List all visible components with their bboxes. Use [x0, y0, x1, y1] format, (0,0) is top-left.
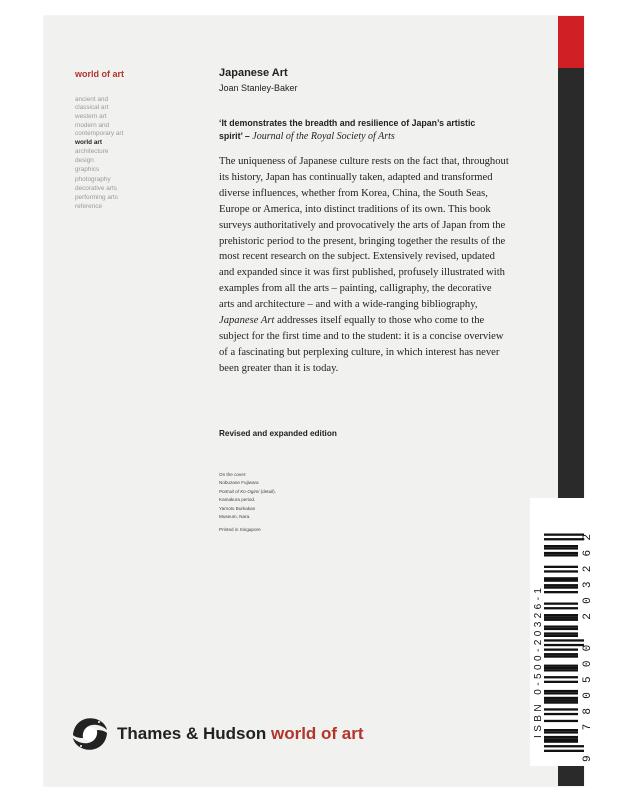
- barcode-bar: [544, 616, 578, 618]
- barcode-bar: [544, 570, 578, 572]
- subject-item: western art: [75, 112, 107, 120]
- barcode-bar: [544, 538, 584, 540]
- barcode-bar: [544, 619, 578, 621]
- subject-item: design: [75, 157, 94, 165]
- credits-collection-2: Museum, Nara.: [219, 514, 251, 520]
- isbn-label: ISBN 0-500-20326-1: [533, 588, 544, 738]
- barcode-bar: [544, 736, 578, 738]
- barcode-bar: [544, 653, 578, 655]
- barcode-bar: [544, 547, 578, 549]
- credits-work: [219, 488, 276, 496]
- subject-item: performing arts: [75, 193, 118, 201]
- barcode-group: [530, 498, 596, 766]
- barcode-bar: [544, 701, 578, 703]
- subject-item: modern and contemporary art: [75, 121, 124, 137]
- subject-list: [75, 96, 175, 212]
- barcode-bar: [544, 603, 578, 605]
- publisher-wordmark: [117, 724, 364, 744]
- credits-collection-1: Yamoto Burkakan: [219, 505, 256, 511]
- barcode-bar: [544, 635, 578, 637]
- printed-in: Printed in Singapore: [219, 527, 261, 533]
- barcode-bar: [544, 534, 584, 536]
- credits-artist: Nobuzane Fujiwara: [219, 480, 259, 486]
- barcode-bar: [544, 667, 578, 669]
- subject-item: decorative arts: [75, 184, 117, 192]
- barcode-bar: [544, 741, 578, 743]
- subject-item: architecture: [75, 147, 109, 155]
- subject-item: graphics: [75, 166, 100, 174]
- cover-credits: [219, 471, 276, 535]
- barcode-bar: [544, 738, 578, 740]
- barcode-bar: [544, 669, 578, 671]
- barcode-bar: [544, 676, 578, 678]
- barcode-bar: [544, 665, 578, 667]
- barcode-bar: [544, 591, 578, 593]
- credits-heading: On the cover:: [219, 472, 247, 477]
- thames-hudson-dolphins-logo-icon: [69, 713, 111, 755]
- barcode-bar: [544, 708, 578, 710]
- subject-item: photography: [75, 175, 111, 183]
- barcode-bar: [544, 649, 578, 651]
- quote-dash: –: [242, 131, 253, 141]
- barcode-bar: [544, 731, 578, 733]
- description-title-emphasis: Japanese Art: [219, 315, 275, 327]
- publisher-name: Thames & Hudson: [117, 724, 267, 743]
- barcode-bar: [544, 552, 578, 554]
- barcode-bar: [544, 545, 578, 547]
- isbn-barcode: [490, 498, 594, 768]
- barcode-bar: [544, 644, 584, 646]
- subject-item: ancient and classical art: [75, 96, 109, 111]
- barcode-bar: [544, 584, 578, 586]
- quote-source: Journal of the Royal Society of Arts: [252, 131, 395, 142]
- barcode-bar: [544, 713, 578, 715]
- spine-red-band: [558, 16, 584, 68]
- barcode-bar: [544, 690, 578, 692]
- book-title: Japanese Art: [219, 67, 288, 79]
- barcode-bar: [544, 745, 584, 747]
- barcode-bar: [544, 632, 578, 634]
- barcode-bar: [544, 577, 578, 579]
- barcode-bar: [544, 628, 578, 630]
- subject-item: reference: [75, 203, 102, 211]
- barcode-digits: 9 780500 203262: [582, 534, 594, 762]
- edition-note: Revised and expanded edition: [219, 429, 337, 438]
- barcode-bar: [544, 607, 578, 609]
- book-author: Joan Stanley-Baker: [219, 83, 298, 93]
- credits-work-title: Portrait of Ko-Ogimi: [219, 488, 260, 494]
- barcode-bar: [544, 692, 578, 694]
- series-label: world of art: [75, 69, 124, 79]
- barcode-bar: [544, 639, 584, 641]
- barcode-bar: [544, 614, 578, 616]
- barcode-bar: [544, 655, 578, 657]
- publisher-series: world of art: [270, 724, 364, 743]
- barcode-bar: [544, 681, 578, 683]
- barcode-bar: [544, 566, 578, 568]
- barcode-bar: [544, 580, 578, 582]
- credits-period: Kamakura period.: [219, 497, 256, 503]
- description-part-2: addresses itself equally to those who come to the subject for the first time and to the student: it is a concise overview of a fascinating but perplexing culture, in which interest has never been greater than it is today.: [219, 315, 504, 374]
- barcode-bar: [544, 729, 578, 731]
- barcode-bar: [544, 750, 584, 752]
- barcode-bar: [544, 699, 578, 701]
- barcode-bar: [544, 720, 578, 722]
- barcode-bar: [544, 697, 578, 699]
- description-part-1: The uniqueness of Japanese culture rests on the fact that, throughout its history, Japan has continually taken, adapted and transformed diverse influences, whether from Korea, China, the South Seas, Europe or America, into distinct traditions of its own. This book surveys authoritatively and provocatively the arts of Japan from the prehistoric period to the present, bringing together the results of the most recent research on the subject. Extensively revised, updated and expanded since it was first published, profusely illustrated with examples from all the arts – painting, calligraphy, the decorative arts and architecture – and with a wide-ranging bibliography,: [219, 156, 509, 311]
- review-quote: [219, 117, 499, 143]
- subject-item: world art: [75, 138, 102, 146]
- quote-text: ‘It demonstrates the breadth and resilience of Japan’s artistic spirit’: [219, 118, 476, 141]
- book-description: [219, 154, 509, 377]
- barcode-bar: [544, 554, 578, 556]
- barcode-bar: [544, 626, 578, 628]
- barcode-bar: [544, 586, 578, 588]
- credits-work-detail: (detail).: [259, 488, 276, 494]
